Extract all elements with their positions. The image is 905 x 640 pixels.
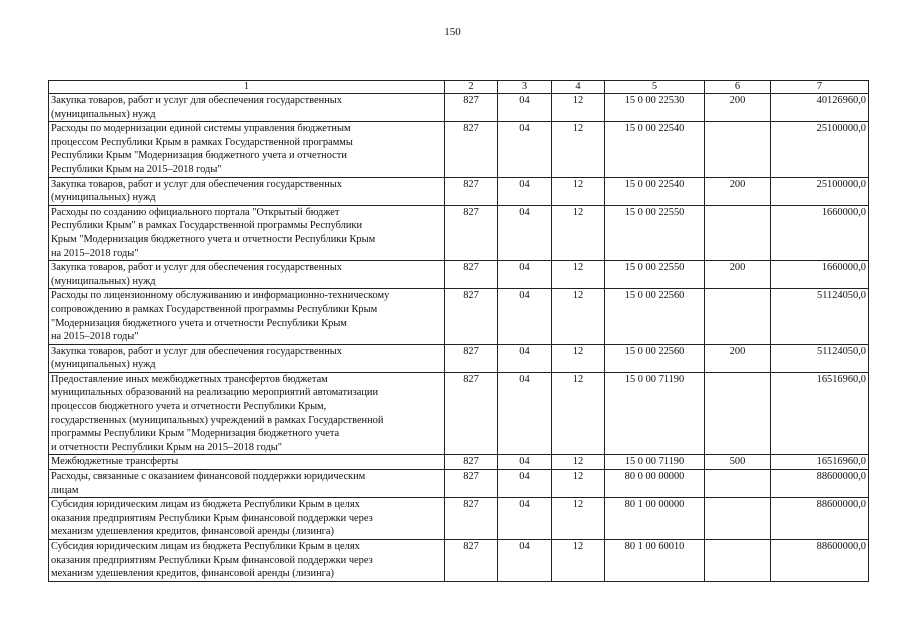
table-row xyxy=(49,289,869,344)
amount-cell: 1660000,0 xyxy=(771,205,869,260)
target-article-code-cell: 80 1 00 00000 xyxy=(605,498,705,540)
table-row xyxy=(49,455,869,470)
expense-name-line: и отчетности Республики Крым на 2015–2018 годы" xyxy=(51,441,282,453)
target-article-code-cell: 15 0 00 71190 xyxy=(605,372,705,455)
expense-type-code-cell xyxy=(705,540,771,582)
ministry-code-cell: 827 xyxy=(445,540,498,582)
expense-name-line: Республики Крым" в рамках Государственной программы Республики xyxy=(51,220,363,232)
target-article-code-cell: 80 1 00 60010 xyxy=(605,540,705,582)
expense-name-line: на 2015–2018 годы" xyxy=(51,331,139,343)
expense-name-line: Субсидия юридическим лицам из бюджета Республики Крым в целях xyxy=(51,499,360,511)
target-article-code-cell: 15 0 00 22540 xyxy=(605,122,705,177)
subsection-code-cell: 12 xyxy=(552,94,605,122)
expense-type-code-cell: 200 xyxy=(705,344,771,372)
column-header: 4 xyxy=(552,81,605,94)
amount-cell: 88600000,0 xyxy=(771,498,869,540)
expense-name-line: "Модернизация бюджетного учета и отчетности Республики Крым xyxy=(51,317,347,329)
ministry-code-cell: 827 xyxy=(445,205,498,260)
ministry-code-cell: 827 xyxy=(445,94,498,122)
target-article-code-cell: 15 0 00 22560 xyxy=(605,289,705,344)
expense-name-line: Закупка товаров, работ и услуг для обеспечения государственных xyxy=(51,345,342,357)
amount-cell: 40126960,0 xyxy=(771,94,869,122)
subsection-code-cell: 12 xyxy=(552,470,605,498)
subsection-code-cell: 12 xyxy=(552,289,605,344)
expense-name-line: процессов бюджетного учета и отчетности Республики Крым, xyxy=(51,401,327,413)
budget-table xyxy=(48,80,869,582)
expense-name-line: Закупка товаров, работ и услуг для обеспечения государственных xyxy=(51,95,342,106)
table-row xyxy=(49,344,869,372)
table-row xyxy=(49,177,869,205)
expense-name-line: (муниципальных) нужд xyxy=(51,192,156,204)
table-row xyxy=(49,205,869,260)
section-code-cell: 04 xyxy=(498,289,552,344)
target-article-code-cell: 15 0 00 22550 xyxy=(605,261,705,289)
column-number-row xyxy=(49,81,869,94)
ministry-code-cell: 827 xyxy=(445,177,498,205)
amount-cell: 88600000,0 xyxy=(771,540,869,582)
ministry-code-cell: 827 xyxy=(445,455,498,470)
expense-name-line: механизм удешевления кредитов, финансовой аренды (лизинга) xyxy=(51,526,334,538)
expense-name-line: Предоставление иных межбюджетных трансфертов бюджетам xyxy=(51,373,328,385)
amount-cell: 51124050,0 xyxy=(771,289,869,344)
section-code-cell: 04 xyxy=(498,261,552,289)
target-article-code-cell: 15 0 00 22550 xyxy=(605,205,705,260)
expense-name-line: оказания предприятиям Республики Крым финансовой поддержки через xyxy=(51,554,373,566)
expense-name-line: Республики Крым "Модернизация бюджетного учета и отчетности xyxy=(51,150,347,162)
subsection-code-cell: 12 xyxy=(552,344,605,372)
expense-name-line: Межбюджетные трансферты xyxy=(51,456,179,468)
expense-name-line: на 2015–2018 годы" xyxy=(51,247,139,259)
target-article-code-cell: 15 0 00 22530 xyxy=(605,94,705,122)
expense-name-line: (муниципальных) нужд xyxy=(51,359,156,371)
ministry-code-cell: 827 xyxy=(445,261,498,289)
expense-name-line: лицам xyxy=(51,484,79,496)
column-header: 1 xyxy=(49,81,445,94)
ministry-code-cell: 827 xyxy=(445,344,498,372)
section-code-cell: 04 xyxy=(498,540,552,582)
expense-name-line: оказания предприятиям Республики Крым финансовой поддержки через xyxy=(51,512,373,524)
subsection-code-cell: 12 xyxy=(552,455,605,470)
section-code-cell: 04 xyxy=(498,205,552,260)
section-code-cell: 04 xyxy=(498,177,552,205)
expense-name-cell xyxy=(49,470,445,498)
expense-name-line: государственных (муниципальных) учреждений в рамках Государственной xyxy=(51,414,384,426)
ministry-code-cell: 827 xyxy=(445,289,498,344)
expense-name-line: Закупка товаров, работ и услуг для обеспечения государственных xyxy=(51,178,342,190)
page-number: 150 xyxy=(444,26,461,38)
section-code-cell: 04 xyxy=(498,498,552,540)
expense-name-cell xyxy=(49,372,445,455)
table-row xyxy=(49,540,869,582)
expense-type-code-cell: 200 xyxy=(705,261,771,289)
column-header: 3 xyxy=(498,81,552,94)
expense-name-line: программы Республики Крым "Модернизация бюджетного учета xyxy=(51,428,340,440)
expense-name-cell xyxy=(49,261,445,289)
expense-name-cell xyxy=(49,498,445,540)
expense-name-line: Расходы, связанные с оказанием финансовой поддержки юридическим xyxy=(51,471,366,483)
ministry-code-cell: 827 xyxy=(445,372,498,455)
expense-type-code-cell xyxy=(705,498,771,540)
target-article-code-cell: 80 0 00 00000 xyxy=(605,470,705,498)
expense-name-line: Расходы по созданию официального портала "Открытый бюджет xyxy=(51,206,340,218)
table-row xyxy=(49,372,869,455)
column-header: 6 xyxy=(705,81,771,94)
subsection-code-cell: 12 xyxy=(552,205,605,260)
column-header: 2 xyxy=(445,81,498,94)
expense-name-cell xyxy=(49,540,445,582)
expense-name-line: Расходы по лицензионному обслуживанию и информационно-техническому xyxy=(51,290,390,302)
amount-cell: 16516960,0 xyxy=(771,455,869,470)
expense-type-code-cell xyxy=(705,122,771,177)
expense-name-cell xyxy=(49,205,445,260)
section-code-cell: 04 xyxy=(498,470,552,498)
table-row xyxy=(49,122,869,177)
subsection-code-cell: 12 xyxy=(552,372,605,455)
expense-name-line: муниципальных образований на реализацию мероприятий автоматизации xyxy=(51,387,379,399)
expense-name-line: Крым "Модернизация бюджетного учета и отчетности Республики Крым xyxy=(51,233,376,245)
subsection-code-cell: 12 xyxy=(552,261,605,289)
ministry-code-cell: 827 xyxy=(445,470,498,498)
table-row xyxy=(49,498,869,540)
amount-cell: 1660000,0 xyxy=(771,261,869,289)
amount-cell: 88600000,0 xyxy=(771,470,869,498)
expense-name-line: механизм удешевления кредитов, финансовой аренды (лизинга) xyxy=(51,568,334,580)
expense-type-code-cell: 200 xyxy=(705,177,771,205)
section-code-cell: 04 xyxy=(498,455,552,470)
ministry-code-cell: 827 xyxy=(445,122,498,177)
expense-type-code-cell: 500 xyxy=(705,455,771,470)
expense-type-code-cell xyxy=(705,205,771,260)
target-article-code-cell: 15 0 00 22540 xyxy=(605,177,705,205)
expense-name-cell xyxy=(49,455,445,470)
expense-name-cell xyxy=(49,122,445,177)
table-row xyxy=(49,470,869,498)
table-row xyxy=(49,261,869,289)
expense-name-line: Республики Крым на 2015–2018 годы" xyxy=(51,163,222,175)
target-article-code-cell: 15 0 00 22560 xyxy=(605,344,705,372)
expense-name-line: процессом Республики Крым в рамках Государственной программы xyxy=(51,136,353,148)
expense-name-line: сопровождению в рамках Государственной программы Республики Крым xyxy=(51,303,378,315)
column-header: 7 xyxy=(771,81,869,94)
expense-name-line: Закупка товаров, работ и услуг для обеспечения государственных xyxy=(51,262,342,274)
expense-name-line: (муниципальных) нужд xyxy=(51,275,156,287)
expense-name-line: Расходы по модернизации единой системы управления бюджетным xyxy=(51,123,351,135)
section-code-cell: 04 xyxy=(498,122,552,177)
expense-name-line: (муниципальных) нужд xyxy=(51,108,156,120)
column-header: 5 xyxy=(605,81,705,94)
amount-cell: 51124050,0 xyxy=(771,344,869,372)
expense-type-code-cell: 200 xyxy=(705,94,771,122)
amount-cell: 16516960,0 xyxy=(771,372,869,455)
amount-cell: 25100000,0 xyxy=(771,122,869,177)
amount-cell: 25100000,0 xyxy=(771,177,869,205)
expense-name-cell xyxy=(49,289,445,344)
expense-type-code-cell xyxy=(705,289,771,344)
subsection-code-cell: 12 xyxy=(552,122,605,177)
expense-type-code-cell xyxy=(705,372,771,455)
target-article-code-cell: 15 0 00 71190 xyxy=(605,455,705,470)
section-code-cell: 04 xyxy=(498,344,552,372)
expense-name-cell xyxy=(49,177,445,205)
ministry-code-cell: 827 xyxy=(445,498,498,540)
expense-name-cell xyxy=(49,344,445,372)
expense-type-code-cell xyxy=(705,470,771,498)
subsection-code-cell: 12 xyxy=(552,177,605,205)
subsection-code-cell: 12 xyxy=(552,540,605,582)
expense-name-cell xyxy=(49,94,445,122)
subsection-code-cell: 12 xyxy=(552,498,605,540)
section-code-cell: 04 xyxy=(498,372,552,455)
table-body xyxy=(49,94,869,582)
table-row xyxy=(49,94,869,122)
section-code-cell: 04 xyxy=(498,94,552,122)
expense-name-line: Субсидия юридическим лицам из бюджета Республики Крым в целях xyxy=(51,541,360,552)
